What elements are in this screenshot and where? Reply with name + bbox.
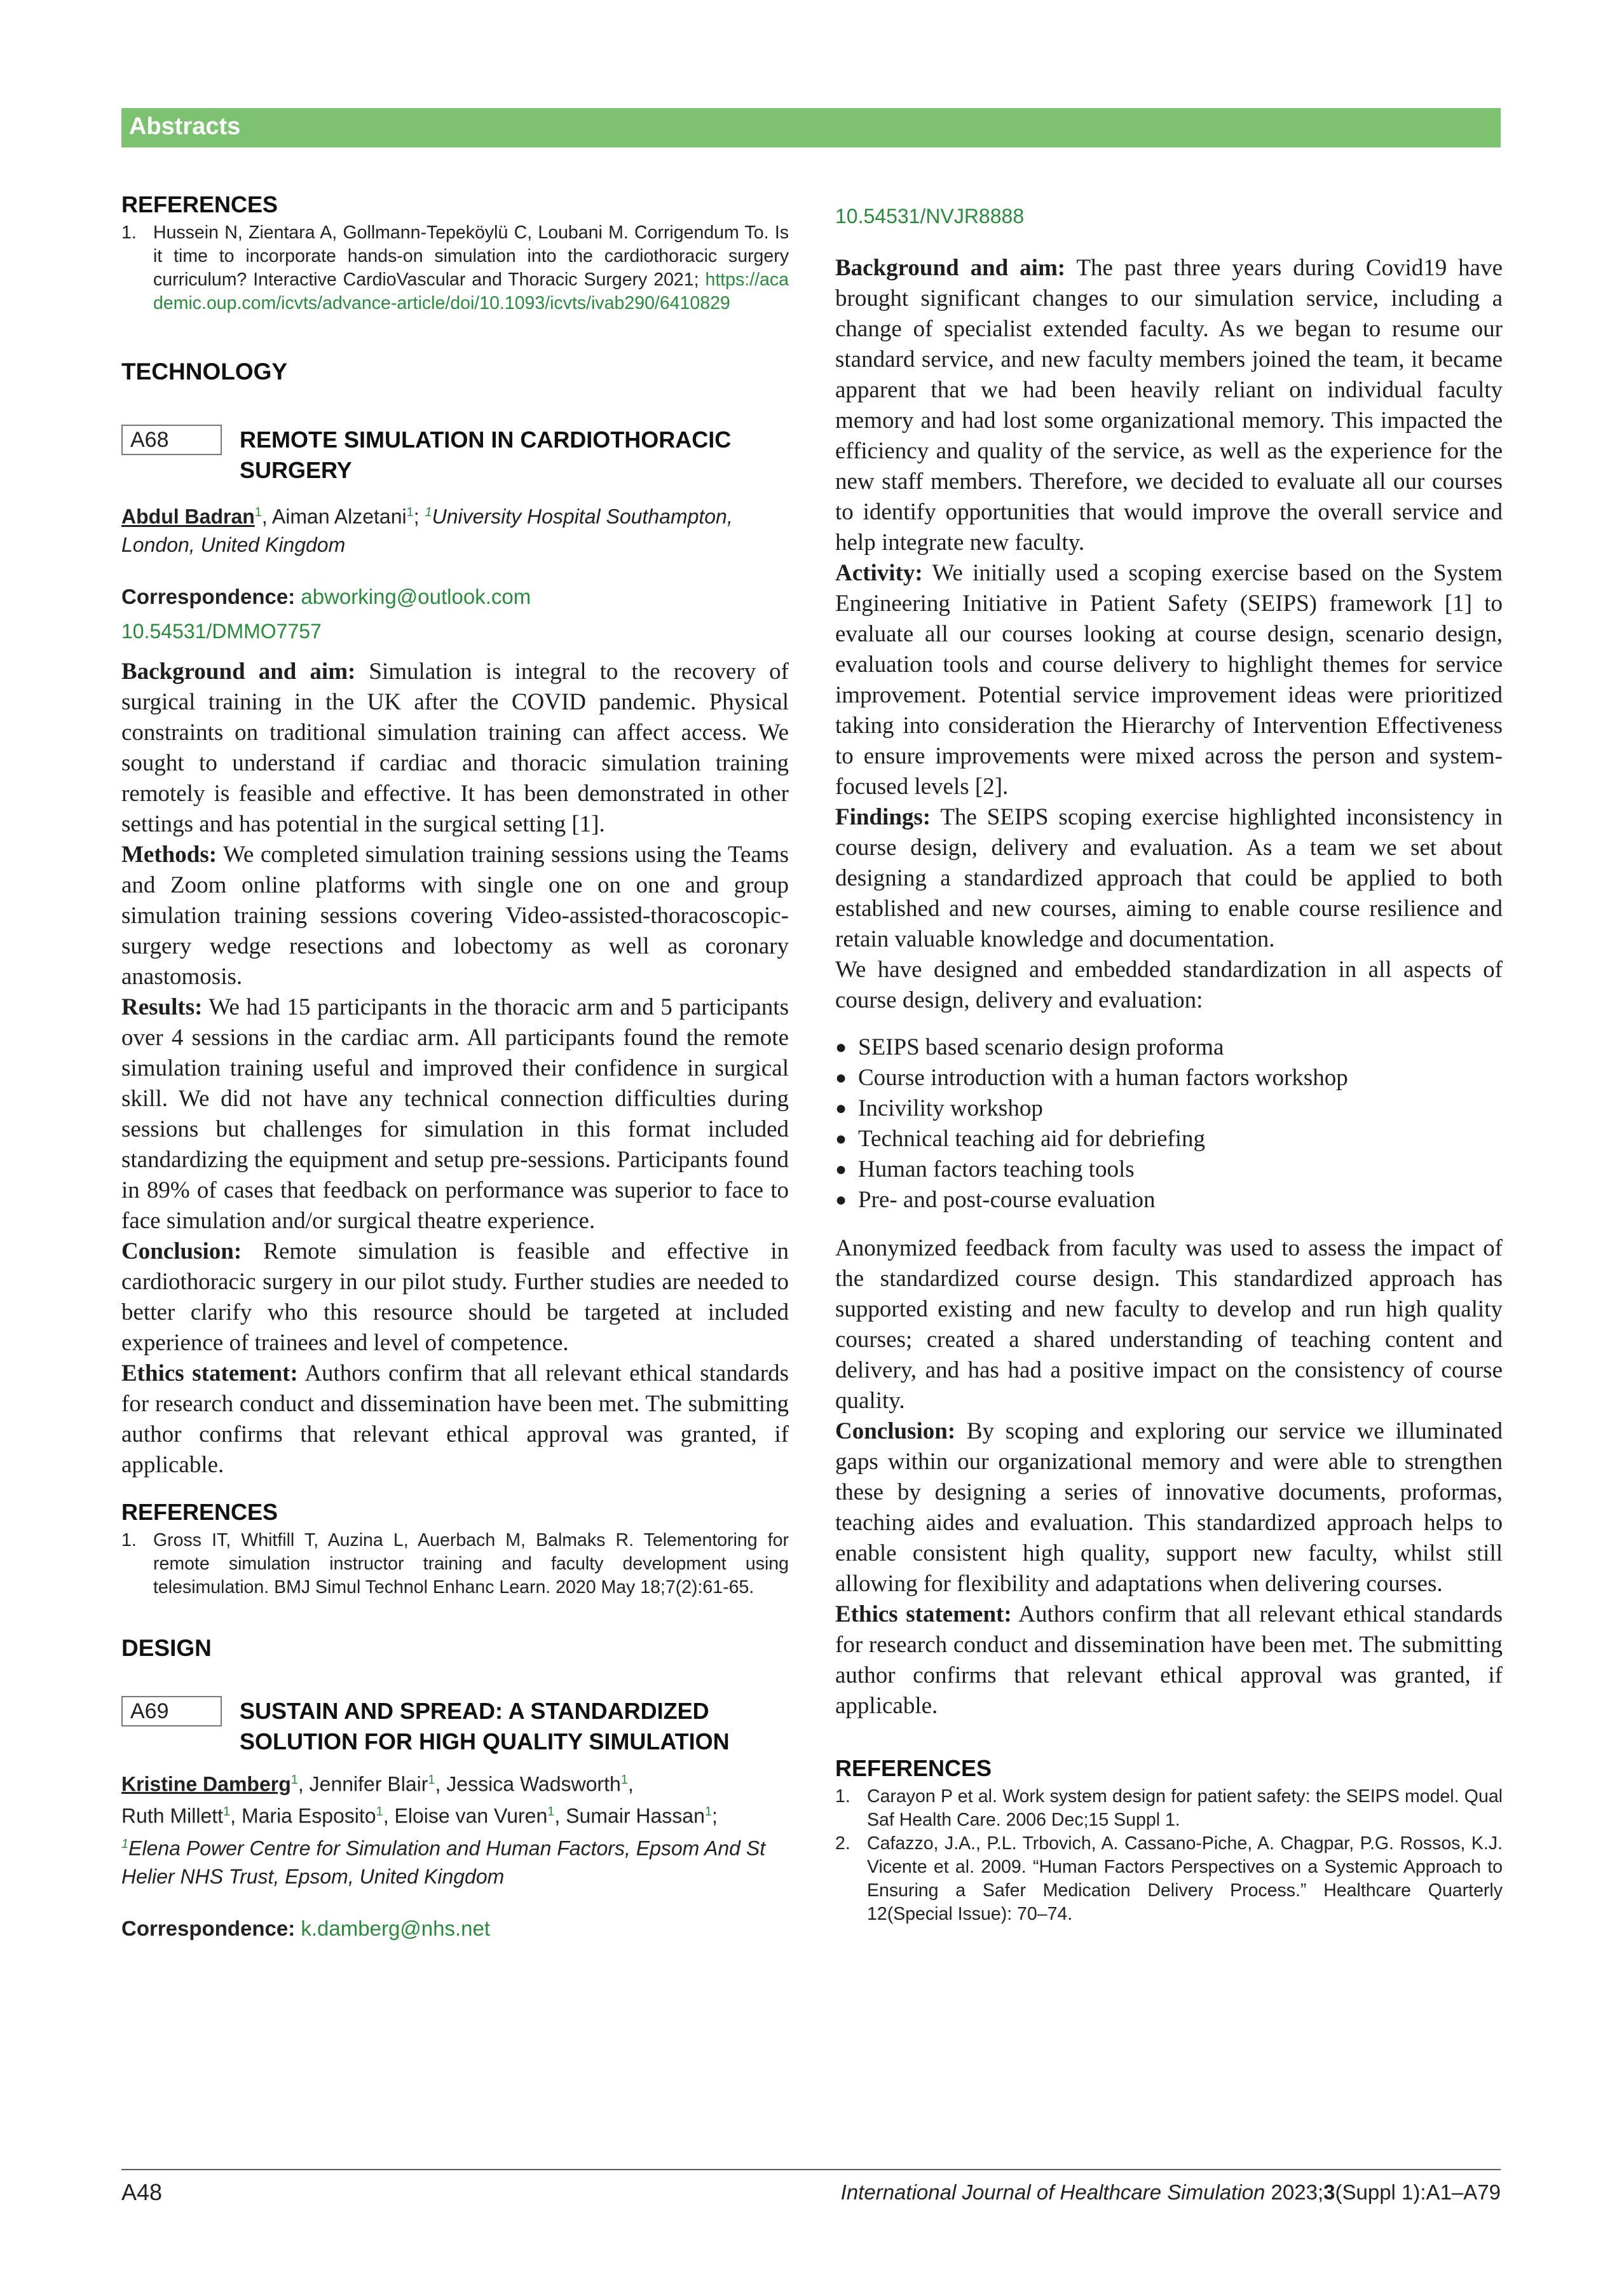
author-block: Kristine Damberg$^1$, Jennifer Blair$^1$, Jessica Wadsworth$^1$, Ruth Millett$^1$, Maria Esposito$^1$, Eloise van Vuren$^1$, Sumair Hassan$^1$; $^1$Elena Power Centre for Simulation and Human Factors, Epsom And St Helier NHS Trust, Epsom, United Kingdom xyxy=(121,1772,766,1888)
abstract-a69-header xyxy=(121,1696,789,1757)
author-sup: 1 xyxy=(290,1772,298,1787)
bullet-item: ● SEIPS based scenario design proforma xyxy=(835,1032,1503,1063)
methods-paragraph xyxy=(121,840,789,992)
bullet-item: ● Incivility workshop xyxy=(835,1093,1503,1124)
background-text: Simulation is integral to the recovery of surgical training in the UK after the COVID pandemic. Physical constraints on traditional simulation training can affect access. We sought to understand if cardiac and thoracic simulation training remotely is feasible and effective. It has been demonstrated in other settings and has potential in the surgical setting [1]. xyxy=(121,658,789,837)
journal-citation xyxy=(841,2180,1501,2205)
abstract-title: SUSTAIN AND SPREAD: A STANDARDIZED SOLUTION FOR HIGH QUALITY SIMULATION xyxy=(240,1697,730,1754)
author-name: Sumair Hassan xyxy=(566,1804,705,1828)
reference-text: Hussein N, Zientara A, Gollmann-Tepeköylü C, Loubani M. Corrigendum To. Is it time to incorporate hands-on simulation into the cardiothoracic surgery curriculum? Interactive CardioVascular and Thoracic Surgery 2021; xyxy=(153,222,789,290)
right-column xyxy=(835,202,1503,1926)
bullet-item: ● Technical teaching aid for debriefing xyxy=(835,1124,1503,1154)
author-name: Ruth Millett xyxy=(121,1804,224,1828)
section-technology: TECHNOLOGY xyxy=(121,359,288,385)
journal-year: 2023; xyxy=(1265,2180,1324,2204)
section-banner xyxy=(121,108,1501,147)
journal-name: International Journal of Healthcare Simulation xyxy=(840,2180,1266,2204)
author-separator: , xyxy=(435,1772,447,1796)
methods-label: Methods: xyxy=(121,841,217,868)
doi-link[interactable]: 10.54531/NVJR8888 xyxy=(835,205,1025,228)
results-label: Results: xyxy=(121,994,203,1020)
author-sup: 1 xyxy=(406,505,414,519)
feedback-paragraph: Anonymized feedback from faculty was used to assess the impact of the standardized course design. This standardized approach has supported existing and new faculty to develop and run high quality courses; created a shared understanding of teaching content and delivery, and has had a positive impact on the consistency of course quality. xyxy=(835,1235,1503,1414)
reference-link[interactable]: https://academic.oup.com/icvts/advance-article/doi/10.1093/icvts/ivab290/6410829 xyxy=(153,270,789,313)
conclusion-paragraph xyxy=(835,1416,1503,1599)
conclusion-label: Conclusion: xyxy=(121,1238,242,1264)
author-sup: 1 xyxy=(254,505,262,519)
reference-number: 1. xyxy=(835,1786,850,1807)
reference-text: Gross IT, Whitfill T, Auzina L, Auerbach M, Balmaks R. Telementoring for remote simulation instructor training and faculty development using telesimulation. BMJ Simul Technol Enhanc Learn. 2020 May 18;7(2):61-65. xyxy=(153,1529,789,1597)
journal-volume: 3 xyxy=(1323,2180,1335,2204)
author-separator: , xyxy=(554,1804,566,1828)
author-block xyxy=(121,498,789,559)
banner-title: Abstracts xyxy=(129,113,241,140)
reference-list xyxy=(121,221,789,315)
activity-paragraph xyxy=(835,558,1503,802)
findings-text: The SEIPS scoping exercise highlighted inconsistency in course design, delivery and evaluation. As a team we set about designing a standardized approach that could be applied to both established and new courses, aiming to enable course resilience and retain valuable knowledge and documentation. xyxy=(835,804,1503,952)
references-heading: REFERENCES xyxy=(121,191,278,217)
references-heading: REFERENCES xyxy=(121,1498,278,1525)
footer-divider xyxy=(121,2169,1501,2170)
abstract-id: A69 xyxy=(121,1696,222,1727)
designed-paragraph: We have designed and embedded standardization in all aspects of course design, delivery and evaluation: xyxy=(835,957,1503,1013)
author-sup: 1 xyxy=(547,1805,555,1819)
results-paragraph xyxy=(121,992,789,1236)
author-name: Jessica Wadsworth xyxy=(446,1772,621,1796)
affiliation: Elena Power Centre for Simulation and Human Factors, Epsom And St Helier NHS Trust, Epsom, United Kingdom xyxy=(121,1836,766,1888)
reference-item xyxy=(121,221,789,315)
author-sup: 1 xyxy=(704,1805,713,1819)
methods-text: We completed simulation training sessions using the Teams and Zoom online platforms with single one on one and group simulation training sessions covering Video-assisted-thoracoscopic-surgery wedge resections and lobectomy as well as coronary anastomosis. xyxy=(121,841,789,990)
ethics-text: Authors confirm that all relevant ethical standards for research conduct and dissemination have been met. The submitting author confirms that relevant ethical approval was granted, if applicable. xyxy=(121,1360,789,1478)
ethics-label: Ethics statement: xyxy=(121,1360,298,1386)
affiliation: University Hospital Southampton, London, United Kingdom xyxy=(121,505,733,556)
reference-text: Cafazzo, J.A., P.L. Trbovich, A. Cassano-Piche, A. Chagpar, P.G. Rossos, K.J. Vicente et al. 2009. “Human Factors Perspectives on a Systemic Approach to Ensuring a Safer Medication Delivery Process.” Healthcare Quarterly 12(Special Issue): 70–74. xyxy=(867,1833,1503,1924)
reference-text: Carayon P et al. Work system design for patient safety: the SEIPS model. Qual Saf Health Care. 2006 Dec;15 Suppl 1. xyxy=(867,1786,1503,1830)
reference-list xyxy=(121,1529,789,1599)
author-separator: ; xyxy=(413,505,425,528)
conclusion-text: By scoping and exploring our service we illuminated gaps within our organizational memory and were able to strengthen these by designing a series of innovative documents, proformas, teaching aides and evaluation. This standardized approach helps to enable consistent high quality, support new faculty, whilst still allowing for flexibility and adaptations when delivering courses. xyxy=(835,1418,1503,1597)
author-name: Eloise van Vuren xyxy=(394,1804,548,1828)
author-sup: 1 xyxy=(376,1805,383,1819)
affiliation-sup: 1 xyxy=(121,1836,129,1851)
author-sup: 1 xyxy=(620,1772,628,1787)
page-number: A48 xyxy=(121,2179,163,2205)
reference-number: 1. xyxy=(121,1529,137,1550)
abstract-id: A68 xyxy=(121,425,222,455)
ethics-label: Ethics statement: xyxy=(835,1601,1012,1627)
correspondence-email[interactable]: k.damberg@nhs.net xyxy=(301,1916,491,1940)
bullet-item: ● Human factors teaching tools xyxy=(835,1154,1503,1185)
author-name: Maria Esposito xyxy=(241,1804,376,1828)
ethics-paragraph xyxy=(835,1599,1503,1721)
affiliation-sup: 1 xyxy=(425,505,432,519)
abstract-title: REMOTE SIMULATION IN CARDIOTHORACIC SURGERY xyxy=(240,427,732,483)
background-paragraph xyxy=(121,657,789,840)
conclusion-paragraph xyxy=(121,1236,789,1358)
author-separator: , xyxy=(230,1804,242,1828)
correspondence xyxy=(121,1915,789,1943)
findings-label: Findings: xyxy=(835,804,931,830)
bullet-item: ● Pre- and post-course evaluation xyxy=(835,1185,1503,1215)
author-sup: 1 xyxy=(223,1805,231,1819)
correspondence-label: Correspondence: xyxy=(121,1916,301,1940)
reference-item xyxy=(121,1529,789,1599)
journal-issue: (Suppl 1):A1–A79 xyxy=(1335,2180,1501,2204)
reference-item xyxy=(835,1785,1503,1832)
references-heading: REFERENCES xyxy=(835,1755,992,1781)
activity-label: Activity: xyxy=(835,560,923,586)
reference-item xyxy=(835,1832,1503,1926)
background-paragraph xyxy=(835,253,1503,558)
author-name: Jennifer Blair xyxy=(309,1772,428,1796)
background-text: The past three years during Covid19 have brought significant changes to our simulation service, including a change of specialist extended faculty. As we began to resume our standard service, and new faculty members joined the team, it became apparent that we had been heavily reliant on individual faculty memory and had lost some organizational memory. This impacted the efficiency and quality of the service, as well as the experience for the new staff members. Therefore, we decided to evaluate all our courses to identify opportunities that would improve the overall service and help integrate new faculty. xyxy=(835,255,1503,556)
lead-author: Kristine Damberg xyxy=(121,1772,291,1796)
conclusion-text: Remote simulation is feasible and effective in cardiothoracic surgery in our pilot study. Further studies are needed to better clarify who this resource should be targeted at included experience of trainees and level of competence. xyxy=(121,1238,789,1356)
ethics-paragraph xyxy=(121,1358,789,1480)
author-sup: 1 xyxy=(428,1772,435,1787)
author-list: , Aiman Alzetani xyxy=(261,505,407,528)
conclusion-label: Conclusion: xyxy=(835,1418,956,1444)
background-label: Background and aim: xyxy=(835,255,1066,281)
reference-number: 2. xyxy=(835,1833,850,1854)
activity-text: We initially used a scoping exercise based on the System Engineering Initiative in Patient Safety (SEIPS) framework [1] to evaluate all our courses looking at course design, scenario design, evaluation tools and course delivery to highlight themes for service improvement. Potential service improvement ideas were prioritized taking into consideration the Hierarchy of Intervention Effectiveness to ensure improvements were mixed across the person and system-focused levels [2]. xyxy=(835,560,1503,800)
bullet-item: ● Course introduction with a human factors workshop xyxy=(835,1063,1503,1093)
correspondence-label: Correspondence: xyxy=(121,584,301,608)
left-column xyxy=(121,191,789,1943)
section-design: DESIGN xyxy=(121,1634,212,1661)
author-separator: , xyxy=(297,1772,310,1796)
correspondence xyxy=(121,583,789,611)
correspondence-email[interactable]: abworking@outlook.com xyxy=(301,584,531,608)
results-text: We had 15 participants in the thoracic arm and 5 participants over 4 sessions in the cardiac arm. All participants found the remote simulation training useful and improved their confidence in surgical skill. We did not have any technical connection difficulties during sessions but challenges for simulation in this format included standardizing the equipment and setup pre-sessions. Participants found in 89% of cases that feedback on performance was superior to face to face simulation and/or surgical theatre experience. xyxy=(121,994,789,1234)
bullet-list xyxy=(835,1032,1503,1215)
background-label: Background and aim: xyxy=(121,658,356,685)
abstract-a68-header xyxy=(121,425,789,486)
reference-number: 1. xyxy=(121,222,137,243)
author-separator: , xyxy=(383,1804,395,1828)
findings-paragraph xyxy=(835,802,1503,955)
doi-link[interactable]: 10.54531/DMMO7757 xyxy=(121,619,322,643)
lead-author: Abdul Badran xyxy=(121,505,255,528)
ethics-text: Authors confirm that all relevant ethical standards for research conduct and dissemination have been met. The submitting author confirms that relevant ethical approval was granted, if applicable. xyxy=(835,1601,1503,1719)
reference-list xyxy=(835,1785,1503,1926)
